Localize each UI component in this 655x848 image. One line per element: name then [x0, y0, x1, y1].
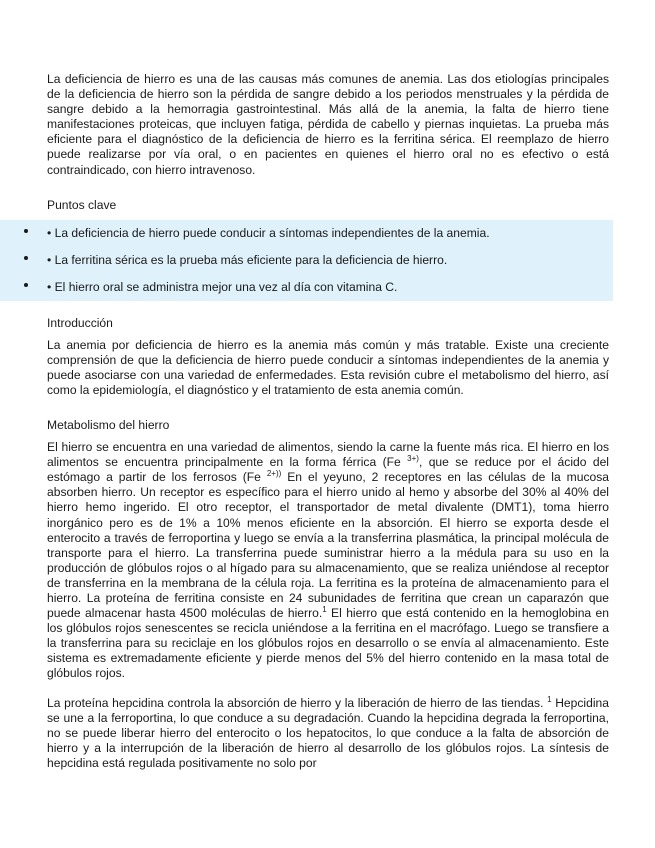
metabolismo-text: En el yeyuno, 2 receptores en las células de la mucosa absorben hierro. Un receptor es específico para el hierro unido al hemo y absorbe del 30% al 40% del hierro hemo ingerido. El otro receptor, el transportador de metal divalente (DMT1), toma hierro inorgánico pero es de 1% a 10% menos eficiente en la absorción. El hierro se exporta desde el enterocito a través de ferroportina y luego se envía a la transferrina plasmática, la principal molécula de transporte para el hierro. La transferrina puede suministrar hierro a la médula para su uso en la producción de glóbulos rojos o al hígado para su almacenamiento, que se realiza uniéndose al receptor de transferrina en la membrana de la célula roja. La ferritina es la proteína de almacenamiento para el hierro. La proteína de ferritina consiste en 24 subunidades de ferritina que crean un caparazón que puede almacenar hasta 4500 moléculas de hierro. — [47, 470, 609, 621]
key-point-item — [0, 247, 613, 274]
metabolismo-text: La proteína hepcidina controla la absorción de hierro y la liberación de hierro de las tiendas. — [47, 695, 544, 710]
intro-paragraph: La deficiencia de hierro es una de las causas más comunes de anemia. Las dos etiologías principales de la deficiencia de hierro son la pérdida de sangre debido a los periodos menstruales y la pérdida de sangre debido a la hemorragia gastrointestinal. Más allá de la anemia, la falta de hierro tiene manifestaciones proteicas, que incluyen fatiga, pérdida de cabello y piernas inquietas. La prueba más eficiente para el diagnóstico de la deficiencia de hierro es la ferritina sérica. El reemplazo de hierro puede realizarse por vía oral, o en pacientes en quienes el hierro oral no es efectivo o está contraindicado, con hierro intravenoso. — [47, 72, 609, 177]
metabolismo-text: , que se reduce por el ácido del estómago a partir de los ferrosos (Fe — [47, 455, 609, 485]
introduccion-paragraph: La anemia por deficiencia de hierro es la anemia más común y más tratable. Existe una creciente comprensión de que la deficiencia de hierro puede conducir a síntomas independientes de la anemia y puede asociarse con una variedad de enfermedades. Esta revisión cubre el metabolismo del hierro, así como la epidemiología, el diagnóstico y el tratamiento de esta anemia común. — [47, 337, 609, 397]
superscript: 2+)) — [266, 469, 282, 479]
metabolismo-paragraph-1 — [47, 440, 609, 682]
key-point-text: • La deficiencia de hierro puede conducir a síntomas independientes de la anemia. — [47, 225, 490, 240]
document-page — [0, 72, 655, 771]
metabolismo-heading: Metabolismo del hierro — [47, 418, 170, 433]
superscript: 3+) — [407, 454, 419, 464]
citation-ref: 1 — [322, 605, 327, 615]
metabolismo-text: El hierro que está contenido en la hemoglobina en los glóbulos rojos senescentes se recicla uniéndose a la ferritina en el macrófago. Luego se transfiere a la transferrina para su reciclaje en los glóbulos rojos en desarrollo o se envía al almacenamiento. Este sistema es extremadamente eficiente y pierde menos del 5% del hierro contenido en la masa total de glóbulos rojos. — [47, 606, 609, 681]
key-point-item — [0, 220, 613, 247]
key-point-text: • La ferritina sérica es la prueba más eficiente para la deficiencia de hierro. — [47, 252, 448, 267]
citation-ref: 1 — [547, 694, 552, 704]
bullet-icon — [24, 256, 28, 260]
metabolismo-text: Hepcidina se une a la ferroportina, lo que conduce a su degradación. Cuando la hepcidina degrada la ferroportina, no se puede liberar hierro del enterocito o los hepatocitos, lo que conduce a la falta de absorción de hierro y a la interrupción de la liberación de hierro al desarrollo de los glóbulos rojos. La síntesis de hepcidina está regulada positivamente no solo por — [47, 695, 609, 770]
key-points-heading: Puntos clave — [47, 197, 117, 212]
introduccion-heading: Introducción — [47, 315, 113, 330]
key-points-list — [0, 220, 613, 301]
key-point-item — [0, 274, 613, 301]
metabolismo-text: El hierro se encuentra en una variedad de alimentos, siendo la carne la fuente más rica. El hierro en los alimentos se encuentra principalmente en la forma férrica (Fe — [47, 440, 609, 470]
key-point-text: • El hierro oral se administra mejor una vez al día con vitamina C. — [47, 279, 398, 294]
bullet-icon — [24, 283, 28, 287]
bullet-icon — [24, 229, 28, 233]
metabolismo-paragraph-2 — [47, 696, 609, 771]
